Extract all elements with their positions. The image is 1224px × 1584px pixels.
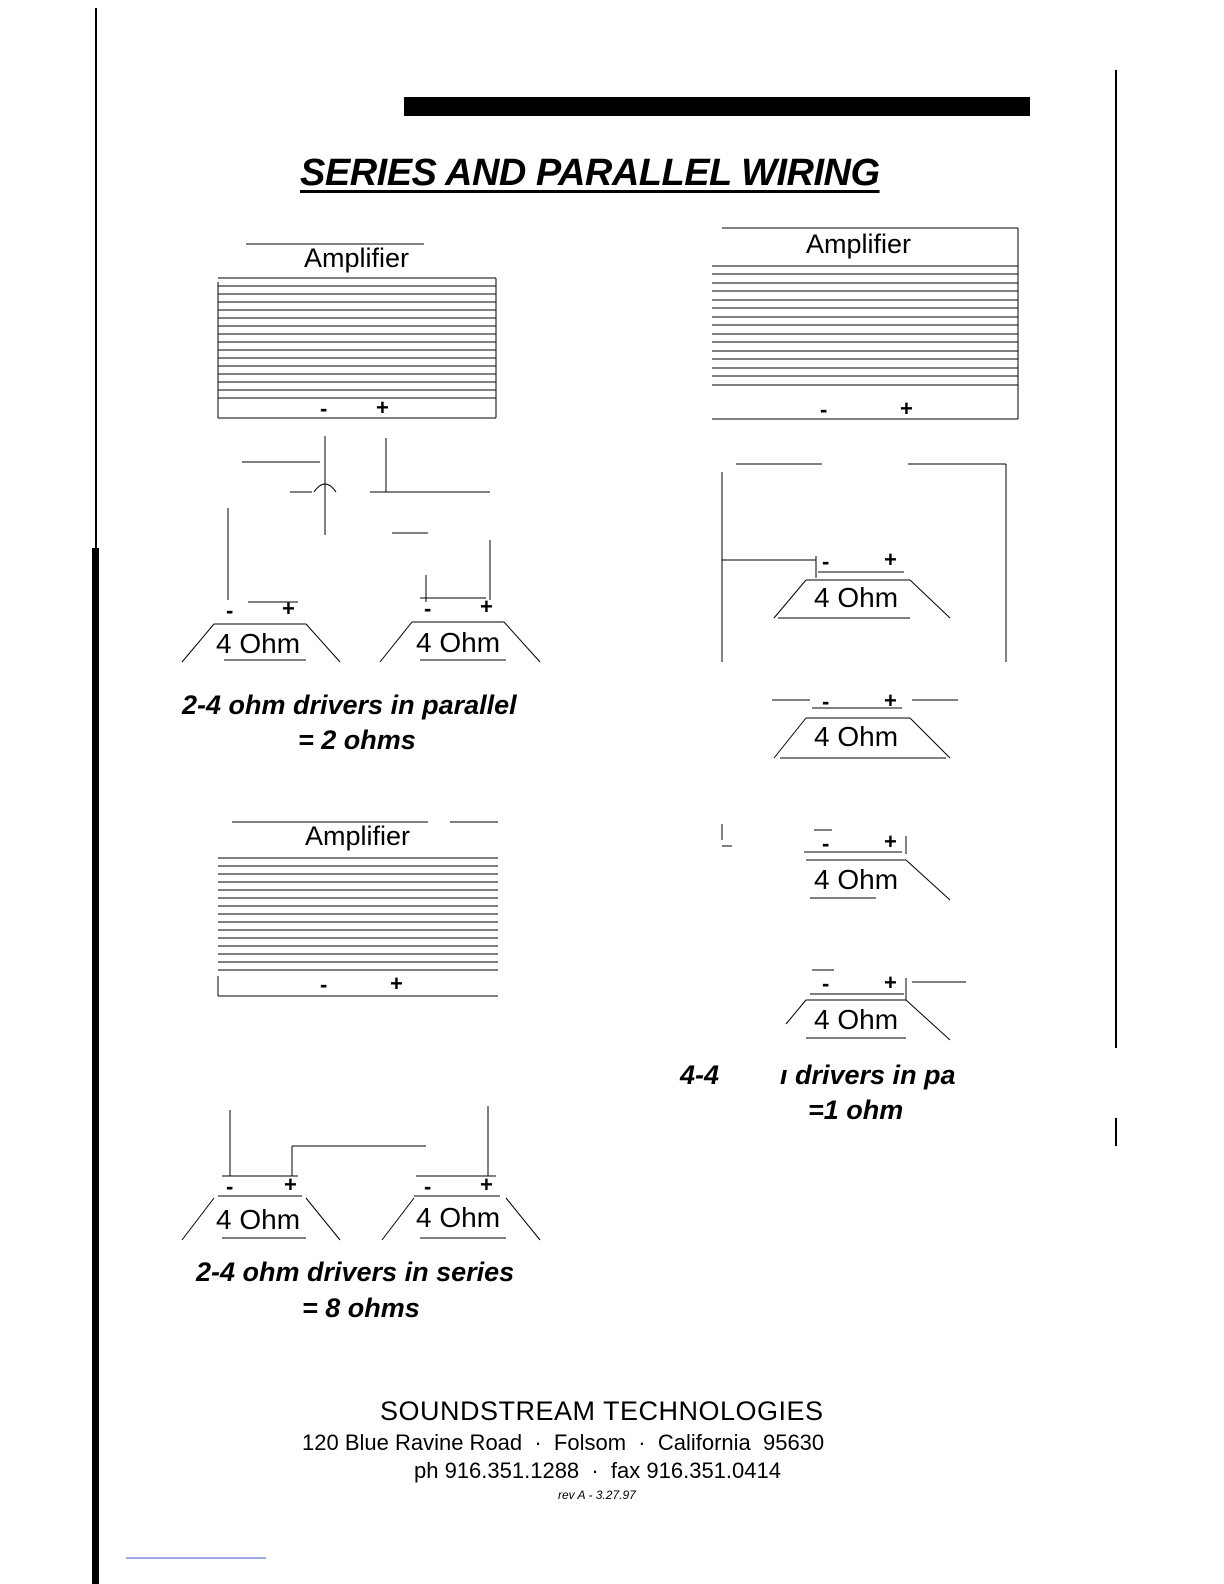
driver-c1-minus: -	[226, 1174, 234, 1199]
driver-a1-plus: +	[282, 596, 295, 621]
driver-b2-plus: +	[884, 688, 897, 713]
driver-b3-label: 4 Ohm	[814, 864, 899, 895]
driver-c1-plus: +	[284, 1172, 297, 1197]
driver-b1-label: 4 Ohm	[814, 582, 899, 613]
caption-parallel-four-line1a: 4-4	[680, 1060, 720, 1090]
driver-b3-minus: -	[822, 831, 830, 856]
driver-c1-label: 4 Ohm	[216, 1204, 301, 1235]
driver-a2-minus: -	[424, 596, 432, 621]
driver-a2-plus: +	[480, 594, 493, 619]
amp-c-minus-terminal: -	[320, 972, 328, 997]
amp-b-minus-terminal: -	[820, 397, 828, 422]
driver-c2-minus: -	[424, 1174, 432, 1199]
caption-series-two-line2: = 8 ohms	[302, 1293, 420, 1323]
caption-parallel-four-line1b: ı drivers in pa	[780, 1060, 956, 1090]
amp-a-plus-terminal: +	[376, 395, 389, 420]
driver-b3-plus: +	[884, 829, 897, 854]
wiring-parallel-two	[228, 436, 490, 602]
footer-phone: ph 916.351.1288 · fax 916.351.0414	[414, 1458, 781, 1483]
driver-b1-minus: -	[822, 549, 830, 574]
amp-a-minus-terminal: -	[320, 396, 328, 421]
header-bar	[404, 97, 1030, 116]
footer-company: SOUNDSTREAM TECHNOLOGIES	[380, 1396, 824, 1426]
footer-address: 120 Blue Ravine Road · Folsom · California 95630	[302, 1430, 825, 1455]
driver-b4-minus: -	[822, 971, 830, 996]
amplifier-label-a: Amplifier	[304, 243, 410, 273]
driver-c2-plus: +	[480, 1172, 493, 1197]
wiring-series-two	[218, 1106, 500, 1196]
amp-c-plus-terminal: +	[390, 971, 403, 996]
caption-parallel-two-line2: = 2 ohms	[298, 725, 416, 755]
amp-b-plus-terminal: +	[900, 396, 913, 421]
driver-b4-plus: +	[884, 970, 897, 995]
driver-b1-plus: +	[884, 547, 897, 572]
driver-a1-label: 4 Ohm	[216, 628, 301, 659]
driver-b4-label: 4 Ohm	[814, 1004, 899, 1035]
driver-a1-minus: -	[226, 598, 234, 623]
amplifier-label-b: Amplifier	[806, 229, 912, 259]
driver-b2-label: 4 Ohm	[814, 721, 899, 752]
driver-c2-label: 4 Ohm	[416, 1202, 501, 1233]
driver-b2-minus: -	[822, 689, 830, 714]
driver-a2-label: 4 Ohm	[416, 627, 501, 658]
caption-parallel-two-line1: 2-4 ohm drivers in parallel	[182, 690, 517, 720]
amplifier-label-c: Amplifier	[305, 821, 411, 851]
caption-parallel-four-line2: =1 ohm	[808, 1095, 904, 1125]
page-title: SERIES AND PARALLEL WIRING	[300, 152, 880, 194]
left-scan-bar	[92, 548, 99, 1584]
driver-shapes-b	[774, 580, 950, 1040]
footer-revision: rev A - 3.27.97	[558, 1488, 636, 1502]
caption-series-two-line1: 2-4 ohm drivers in series	[196, 1257, 515, 1287]
